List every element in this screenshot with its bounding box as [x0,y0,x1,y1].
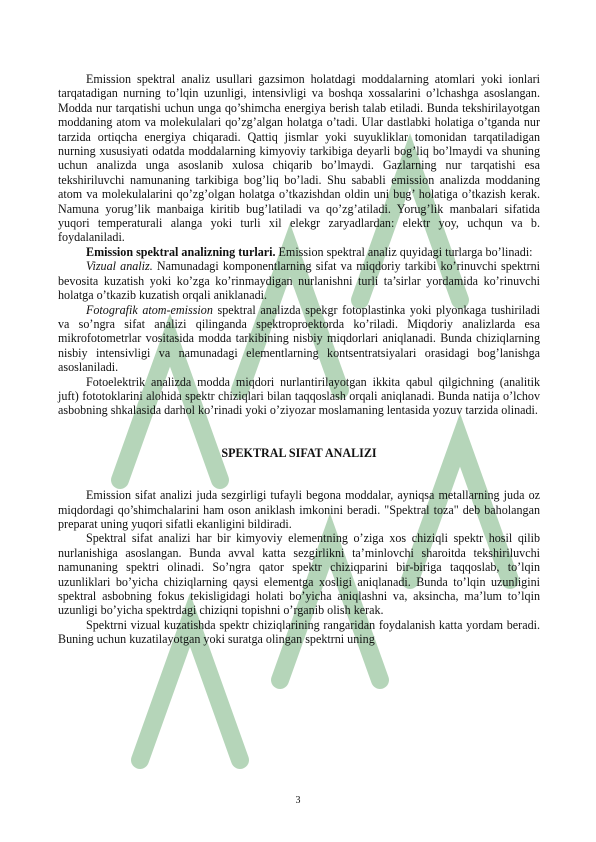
document-body [58,72,540,647]
section-heading: SPEKTRAL SIFAT ANALIZI [221,445,377,460]
paragraph-4-lead: Fotografik atom-emission [86,302,213,317]
paragraph-3: Vizual analiz. Namunadagi komponentlarning sifat va miqdoriy tarkibi ko’rinuvchi spektrni bevosita kuzatish yoki ko’zga ko’rinmaydigan nurlanishni turli ta’sirlar yordamida ko’rinuvchi holatga o’tkazib kuzatish orqali aniklanadi. [58,259,541,303]
page-number: 3 [295,795,301,806]
paragraph-5: Fotoelektrik analizda modda miqdori nurlantirilayotgan ikkita qabul qilgichning (analitik juft) fototoklarini alohida spektr chiziqlari bilan taqqoslash orqali aniqlanadi. Bunda natija o’lchov asbobning shkalasida darhol ko’rinadi yoki o’ziyozar moslamaning lentasida yozuv tarzida olinadi. [58,374,540,418]
paragraph-3-lead: Vizual analiz. [86,259,153,274]
paragraph-6: Emission sifat analizi juda sezgirligi tufayli begona moddalar, ayniqsa metallarning juda oz miqdordagi qo’shimchalarini ham oson aniklash imkonini beradi. "Spektral toza" deb baholangan preparat uning yuqori sifatli ekanligini bildiradi. [58,488,540,531]
paragraph-2-lead: Emission spektral analizning turlari. [86,244,276,259]
paragraph-7: Spektral sifat analizi har bir kimyoviy elementning o’ziga xos chiziqli spektr hosil qilib nurlanishiga asoslangan. Bunda avval katta sezgirlikni ta’minlovchi sharoitda tekshiriluvchi namunaning spektri olinadi. So’ngra qator spektr chiziqparini bir-biriga taqqoslab, to’lqin uzunliklari bo’yicha chiziqlarning qaysi elementga xosligi aniqlanadi. Bunda to’lqin uzunligini spektral asbobning fokus tekisligidagi holati bo’yicha aniqlashni va, aksincha, ma’lum to’lqin uzunligi bo’yicha spektrdagi chiziqni topishni o’rganib olish kerak. [58,531,540,618]
paragraph-2: Emission spektral analizning turlari. Emission spektral analiz quyidagi turlarga bo’linadi: [86,244,533,259]
paragraph-4: Fotografik atom-emission spektral analizda spekgr fotoplastinka yoki plyonkaga tushiriladi va so’ngra sifat analizi qilinganda spektroproektorda ko’riladi. Miqdoriy analizlarda esa mikrofotometrlar vositasida modda tarkibining nisbiy miqdorlari aniqlanadi. Bunda chiziqlarning nisbiy intensivligi va namunadagi elementlarning kontsentratsiyalari orasidagi bog’lanishga asoslaniladi. [58,302,541,375]
paragraph-1: Emission spektral analiz usullari gazsimon holatdagi moddalarning atomlari yoki ionlari tarqatadigan nurning to’lqin uzunligi, intensivligi va boshqa xossalarini o’lchashga asoslangan. Modda nur tarqatishi uchun unga qo’shimcha energiya berish talab etiladi. Bunda tekshirilayotgan moddaning atom va molekulalari qo’zg’algan holatga o’tadi. Ular dastlabki holatiga o’tganda nur tarzida ortiqcha energiya chiqaradi. Qattiq jismlar yoki suyukliklar tomonidan tarqatiladigan nurning xususiyati odatda moddalarning kimyoviy tarkibiga deyarli bog’liq bo’lmaydi va shuning uchun analizda unga asoslanib xulosa chiqarib bo’lmaydi. Gazlarning nur tarqatishi esa tekshiriluvchi namunaning tarkibiga bog’liq bo’ladi. Shu sababli emission analizda moddaning atom va molekulalarini qo’zg’olgan holatga o’tkazishdan oldin uni bug’ holatiga o’tkazish kerak. Namuna yorug’lik manbaiga kiritib bug’latiladi va qo’zg’atiladi. Yorug’lik manbalari sifatida yuqori temperaturali alanga yoki turli xil elekgr zaryadlardan: elektr yoy, uchqun va b. foydalaniladi. [58,72,540,245]
paragraph-8: Spektrni vizual kuzatishda spektr chiziqlarining rangaridan foydalanish katta yordam beradi. Buning uchun kuzatilayotgan yoki suratga olingan spektrni uning [58,617,540,647]
